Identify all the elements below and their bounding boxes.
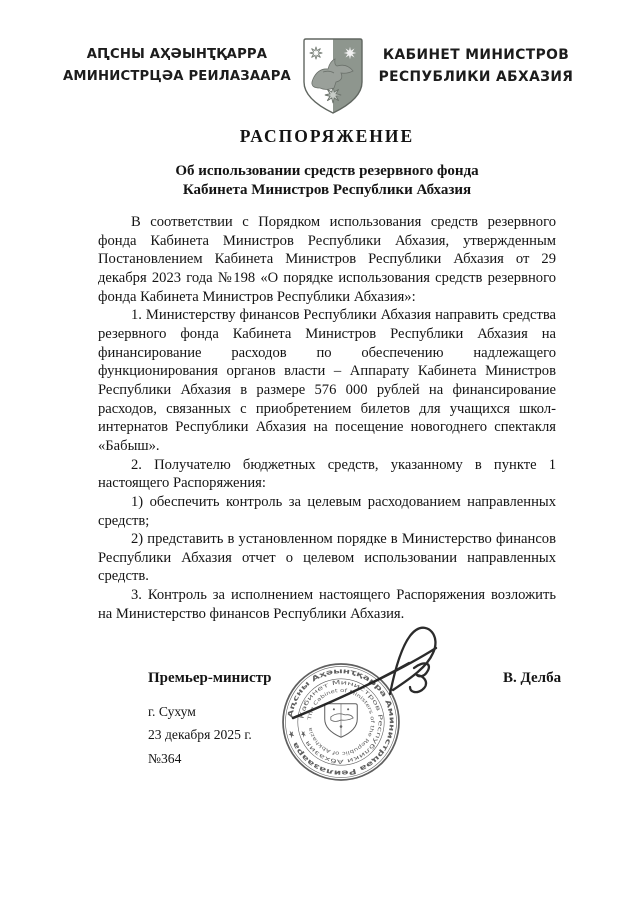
stamp-ring-inner-text: The Cabinet of Ministers of the Republic of Abkhazia xyxy=(307,687,375,757)
header-russian-line1: КАБИНЕТ МИНИСТРОВ xyxy=(382,47,570,63)
document-number: №364 xyxy=(148,751,182,766)
document-city: г. Сухум xyxy=(148,704,196,719)
stamp-ring-middle-text: Кабинет Министров Республики Абхазия ★ xyxy=(299,680,383,764)
coat-of-arms-icon xyxy=(301,37,365,115)
document-title: РАСПОРЯЖЕНИЕ xyxy=(239,126,415,146)
stamp-center-emblem xyxy=(325,704,358,738)
paragraph-intro: В соответствии с Порядком использования средств резервного фонда Кабинета Министров Республики Абхазия, утвержденным Постановлением Кабинета Министров Республики Абхазия от 29 декабря 2023 года №198 «О порядке использования средств резервного фонда Кабинета Министров Республики Абхазия»: xyxy=(98,214,556,305)
paragraph-item-1: 1. Министерству финансов Республики Абхазия направить средства резервного фонда Кабинета Министров Республики Абхазия на финансирование расходов по обеспечению надлежащего функционирования органов власти – Аппарату Кабинета Министров Республики Абхазия в размере 576 000 рублей на финансирование расходов, связанных с приобретением билетов для учащихся школ-интернатов Республики Абхазия на посещение новогоднего спектакля «Бабыш». xyxy=(98,307,556,454)
paragraph-item-2-1: 1) обеспечить контроль за целевым расходованием направленных средств; xyxy=(98,493,556,529)
official-stamp-icon xyxy=(280,661,402,783)
header-russian-line2: РЕСПУБЛИКИ АБХАЗИЯ xyxy=(378,69,574,85)
header-russian-title xyxy=(370,44,582,88)
signatory-name: В. Делба xyxy=(503,670,562,686)
header-abkhazian-title xyxy=(56,44,298,88)
header-abkhazian-line1: АԤСНЫ АҲӘЫНҬҚАРРА xyxy=(86,47,268,62)
document-date: 23 декабря 2025 г. xyxy=(148,727,252,742)
signatory-post: Премьер-министр xyxy=(148,670,272,686)
document-subtitle xyxy=(98,162,556,200)
document-body xyxy=(98,213,556,623)
paragraph-item-2: 2. Получателю бюджетных средств, указанному в пункте 1 настоящего Распоряжения: xyxy=(98,456,556,492)
header-abkhazian-line2: АМИНИСТРЦӘА РЕИЛАЗААРА xyxy=(63,69,291,84)
paragraph-item-3: 3. Контроль за исполнением настоящего Распоряжения возложить на Министерство финансов Республики Абхазия. xyxy=(98,587,556,622)
stamp-ring-outer-text: Аԥсны Аҳәынҭқарра Аминистрцәа Реилазаара ★ xyxy=(286,667,396,777)
subtitle-line2: Кабинета Министров Республики Абхазия xyxy=(182,182,472,198)
subtitle-line1: Об использовании средств резервного фонда xyxy=(175,163,479,179)
paragraph-item-2-2: 2) представить в установленном порядке в Министерство финансов Республики Абхазия отчет о целевом использовании направленных средств. xyxy=(98,531,556,585)
